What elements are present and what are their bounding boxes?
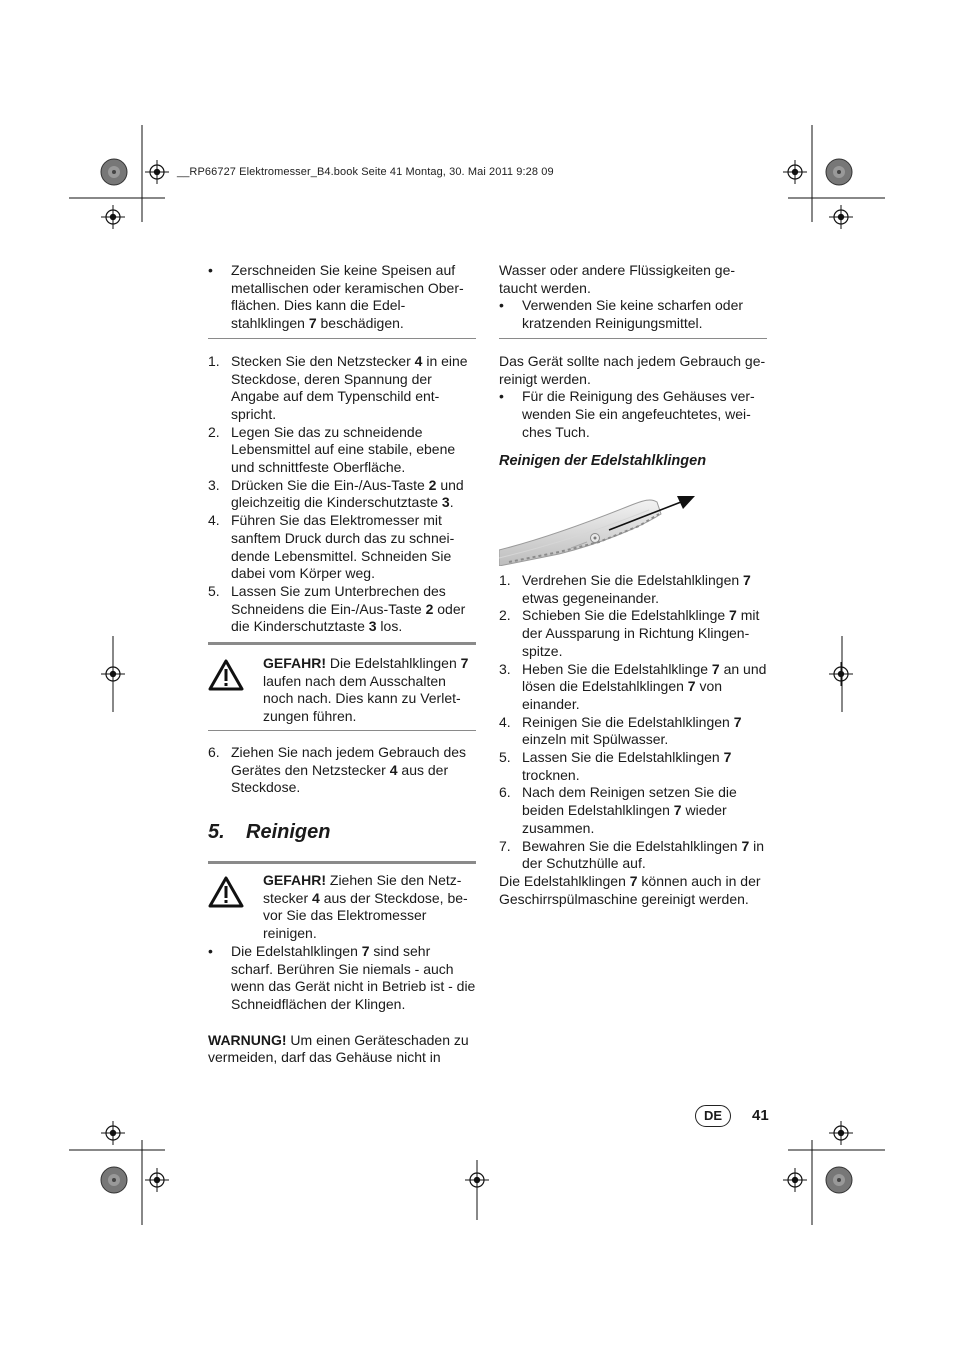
list-item: 3. Heben Sie die Edelstahlklinge 7 an und lösen die Edelstahlklingen 7 von einander. xyxy=(499,660,767,712)
danger-notice: GEFAHR! Die Edelstahlklingen 7 laufen nach dem Ausschalten noch nach. Dies kann zu Verlet-zungen führen. xyxy=(208,655,476,726)
danger-box-top-rule xyxy=(208,861,476,864)
left-column xyxy=(208,262,476,1067)
cleaning-steps xyxy=(499,572,767,873)
right-column xyxy=(499,262,767,908)
warning-paragraph: WARNUNG! Um einen Geräteschaden zu vermeiden, darf das Gehäuse nicht in xyxy=(208,1031,469,1066)
language-badge: DE xyxy=(695,1105,731,1127)
danger-notice: GEFAHR! Ziehen Sie den Netz-stecker 4 aus der Steckdose, be-vor Sie das Elektromesser reinigen. xyxy=(208,872,476,943)
warning-triangle-icon xyxy=(208,872,263,913)
section-heading: 5. Reinigen xyxy=(208,820,331,843)
knife-blade-illustration xyxy=(499,482,767,566)
list-item: • Verwenden Sie keine scharfen oder kratzenden Reinigungsmittel. xyxy=(499,297,744,332)
list-item: 5. Lassen Sie zum Unterbrechen des Schneidens die Ein-/Aus-Taste 2 oder die Kinderschutztaste 3 los. xyxy=(208,582,466,635)
continued-text: Wasser oder andere Flüssigkeiten ge-taucht werden. xyxy=(499,262,736,296)
bullet-marker: • xyxy=(208,262,213,278)
operation-steps xyxy=(208,353,476,636)
list-item: 4. Führen Sie das Elektromesser mit sanftem Druck durch das zu schnei-dende Lebensmittel. Schneiden Sie dabei vom Körper weg. xyxy=(208,512,455,582)
list-item: 6. Nach dem Reinigen setzen Sie die beiden Edelstahlklingen 7 wieder zusammen. xyxy=(499,784,737,836)
divider xyxy=(208,338,476,339)
final-paragraph: Die Edelstahlklingen 7 können auch in der Geschirrspülmaschine gereinigt werden. xyxy=(499,872,761,907)
list-item: 3. Drücken Sie die Ein-/Aus-Taste 2 und gleichzeitig die Kinderschutztaste 3. xyxy=(208,476,464,511)
paragraph: Das Gerät sollte nach jedem Gebrauch ge-reinigt werden. xyxy=(499,352,766,387)
danger-box-top-rule xyxy=(208,642,476,645)
list-item: 2. Schieben Sie die Edelstahlklinge 7 mit der Aussparung in Richtung Klingen-spitze. xyxy=(499,607,760,659)
list-item: 5. Lassen Sie die Edelstahlklingen 7 trocknen. xyxy=(499,749,732,783)
list-item: 1. Stecken Sie den Netzstecker 4 in eine Steckdose, deren Spannung der Angabe auf dem Typenschild ent-spricht. xyxy=(208,352,468,422)
print-header: __RP66727 Elektromesser_B4.book Seite 41 Montag, 30. Mai 2011 9:28 09 xyxy=(177,166,554,178)
list-item: • Für die Reinigung des Gehäuses ver-wenden Sie ein angefeuchtetes, wei-ches Tuch. xyxy=(499,388,755,440)
list-item: 1. Verdrehen Sie die Edelstahlklingen 7 etwas gegeneinander. xyxy=(499,572,751,606)
danger-box-bottom-rule xyxy=(208,730,476,731)
list-item: 2. Legen Sie das zu schneidende Lebensmittel auf eine stabile, ebene und schnittfeste Oberfläche. xyxy=(208,423,456,476)
list-item: 6. Ziehen Sie nach jedem Gebrauch des Gerätes den Netzstecker 4 aus der Steckdose. xyxy=(208,743,467,796)
page-number: 41 xyxy=(752,1107,769,1124)
warning-triangle-icon xyxy=(208,655,263,696)
divider xyxy=(499,338,767,339)
list-item: 7. Bewahren Sie die Edelstahlklingen 7 in der Schutzhülle auf. xyxy=(499,837,765,872)
list-item: • Zerschneiden Sie keine Speisen auf metallischen oder keramischen Ober-flächen. Dies kann die Edel-stahlklingen 7 beschädigen. xyxy=(208,262,464,332)
subheading: Reinigen der Edelstahlklingen xyxy=(499,453,707,470)
list-item: 4. Reinigen Sie die Edelstahlklingen 7 einzeln mit Spülwasser. xyxy=(499,713,742,748)
list-item: • Die Edelstahlklingen 7 sind sehr scharf. Berühren Sie niemals - auch wenn das Gerät nicht in Betrieb ist - die Schneidflächen der Klingen. xyxy=(208,942,476,1012)
